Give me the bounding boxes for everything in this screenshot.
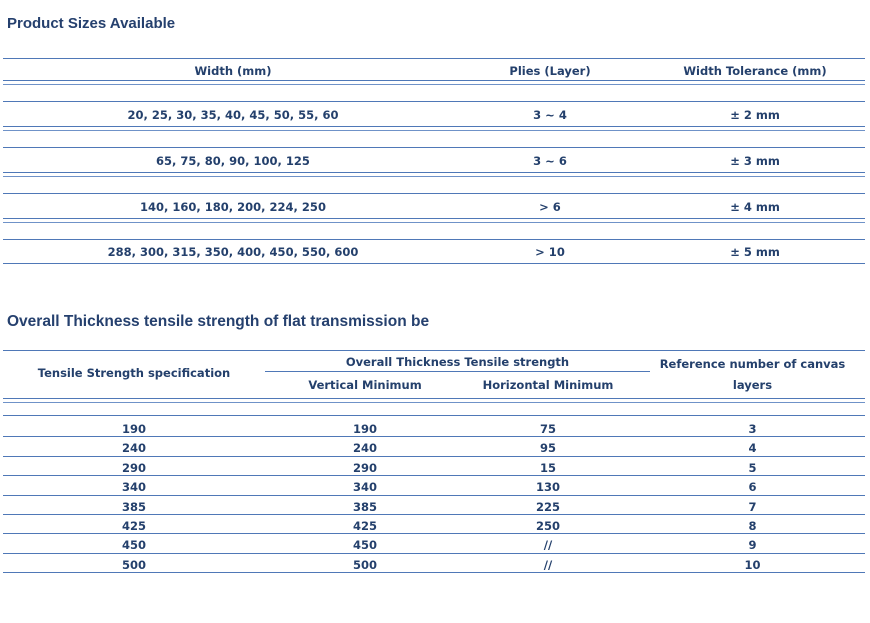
table1-bottom-rule [3,263,865,264]
reference-layers-cell: 3 [748,422,757,436]
horizontal-minimum-cell: 250 [535,519,560,533]
product-sizes-title: Product Sizes Available [7,15,176,32]
tolerance-cell: ± 2 mm [730,108,780,122]
table2-row-rule [3,533,865,534]
tolerance-cell: ± 3 mm [730,154,780,168]
table1-rule-thin [3,176,865,177]
table1-rule [3,239,865,240]
tensile-spec-cell: 425 [121,519,146,533]
reference-layers-cell: 8 [748,519,757,533]
overall-thickness-header: Overall Thickness Tensile strength [345,355,570,369]
vertical-minimum-cell: 240 [352,441,377,456]
table1-rule [3,147,865,148]
width-cell: 288, 300, 315, 350, 400, 450, 550, 600 [107,245,359,259]
plies-cell: > 6 [539,200,561,214]
horizontal-minimum-cell: 95 [539,441,556,456]
table2-top-rule [3,350,865,351]
reference-layers-cell: 7 [748,499,757,514]
table2-row-rule [3,456,865,457]
width-cell: 140, 160, 180, 200, 224, 250 [140,200,326,214]
horizontal-minimum-header: Horizontal Minimum [482,378,614,392]
reference-layers-cell: 10 [744,557,761,572]
tensile-spec-cell: 450 [121,538,146,553]
table2-row-rule [3,436,865,437]
table1-rule-thin [3,130,865,131]
plies-cell: > 10 [535,245,565,259]
horizontal-minimum-cell: 130 [535,480,560,495]
reference-layers-cell: 4 [748,441,757,456]
table2-header-rule [3,398,865,399]
horizontal-minimum-cell: // [543,538,553,553]
vertical-minimum-cell: 500 [352,557,377,572]
tolerance-header: Width Tolerance (mm) [683,64,827,78]
table1-rule [3,218,865,219]
width-cell: 20, 25, 30, 35, 40, 45, 50, 55, 60 [127,108,339,122]
table2-row-rule [3,572,865,573]
vertical-minimum-cell: 340 [352,480,377,495]
table1-rule [3,126,865,127]
table1-header-rule-thin [3,84,865,85]
table1-rule [3,193,865,194]
vertical-minimum-header: Vertical Minimum [308,378,422,392]
horizontal-minimum-cell: 15 [539,460,556,475]
tensile-spec-cell: 190 [121,422,146,436]
reference-layers-cell: 5 [748,460,757,475]
table1-top-rule [3,58,865,59]
tensile-spec-cell: 385 [121,499,146,514]
tensile-spec-cell: 240 [121,441,146,456]
plies-cell: 3 ~ 6 [533,154,567,168]
plies-cell: 3 ~ 4 [533,108,567,122]
group-header-rule [265,371,650,372]
table1-rule [3,101,865,102]
table1-header-rule [3,80,865,81]
table1-rule-thin [3,222,865,223]
table2-header-rule-thin [3,402,865,403]
horizontal-minimum-cell: 75 [539,422,556,436]
plies-header: Plies (Layer) [509,64,591,78]
table2-row-rule [3,495,865,496]
tolerance-cell: ± 5 mm [730,245,780,259]
tensile-spec-cell: 500 [121,557,146,572]
horizontal-minimum-cell: // [543,557,553,572]
tensile-strength-title: Overall Thickness tensile strength of flat transmission be [7,313,430,330]
tolerance-cell: ± 4 mm [730,200,780,214]
tensile-spec-cell: 340 [121,480,146,495]
reference-layers-cell: 9 [748,538,757,553]
width-cell: 65, 75, 80, 90, 100, 125 [156,154,310,168]
table2-row-rule [3,475,865,476]
vertical-minimum-cell: 385 [352,499,377,514]
reference-layers-header: Reference number of canvas [659,357,846,371]
tensile-spec-cell: 290 [121,460,146,475]
reference-layers-header-2: layers [732,378,773,392]
vertical-minimum-cell: 190 [352,422,377,436]
vertical-minimum-cell: 290 [352,460,377,475]
tensile-spec-header: Tensile Strength specification [37,366,231,380]
table1-rule [3,172,865,173]
vertical-minimum-cell: 450 [352,538,377,553]
table2-rule [3,415,865,416]
width-header: Width (mm) [194,64,272,78]
table2-row-rule [3,553,865,554]
table2-row-rule [3,514,865,515]
horizontal-minimum-cell: 225 [535,499,560,514]
reference-layers-cell: 6 [748,480,757,495]
vertical-minimum-cell: 425 [352,519,377,533]
